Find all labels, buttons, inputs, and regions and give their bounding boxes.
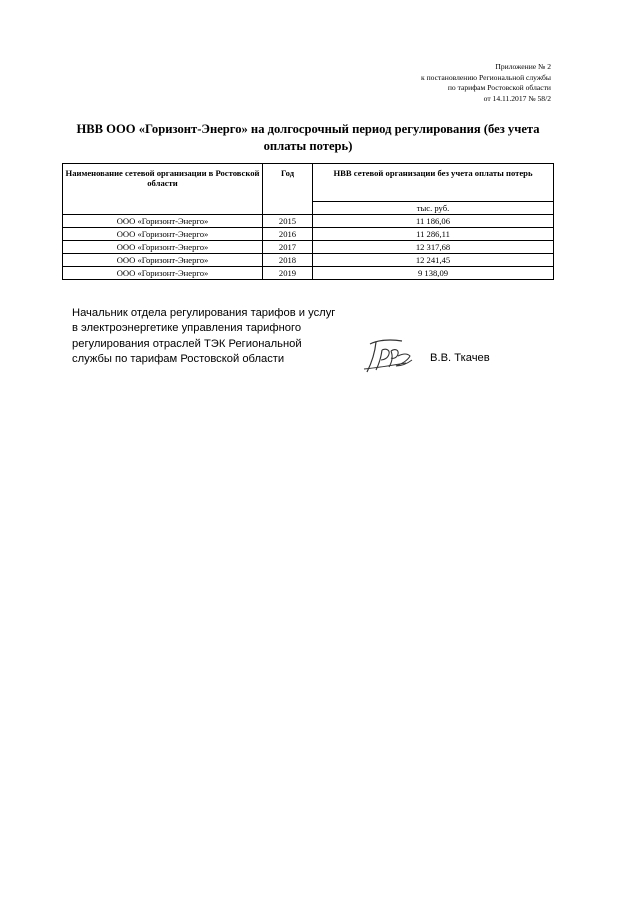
value-cell: 11 186,06	[313, 215, 554, 228]
position-line: регулирования отраслей ТЭК Региональной	[72, 337, 302, 350]
signer-name: В.В. Ткачев	[430, 352, 490, 364]
position-line: Начальник отдела регулирования тарифов и услуг	[72, 307, 336, 319]
year-cell: 2018	[263, 254, 313, 267]
table-row	[63, 267, 554, 280]
table-row	[63, 215, 554, 228]
header-year: Год	[263, 164, 313, 215]
organization-cell: ООО «Горизонт-Энерго»	[63, 215, 263, 228]
header-organization: Наименование сетевой организации в Ростовской области	[63, 164, 263, 215]
value-cell: 11 286,11	[313, 228, 554, 241]
table-header-row	[63, 164, 554, 202]
year-cell: 2017	[263, 241, 313, 254]
table-row	[63, 228, 554, 241]
signatory-position	[72, 306, 372, 368]
year-cell: 2016	[263, 228, 313, 241]
organization-cell: ООО «Горизонт-Энерго»	[63, 267, 263, 280]
appendix-line: Приложение № 2	[495, 62, 551, 71]
organization-cell: ООО «Горизонт-Энерго»	[63, 241, 263, 254]
table-row	[63, 241, 554, 254]
unit-cell: тыс. руб.	[313, 202, 554, 215]
table-row	[63, 254, 554, 267]
handwritten-signature	[362, 336, 416, 376]
document-title: НВВ ООО «Горизонт-Энерго» на долгосрочный период регулирования (без учета оплаты потерь)	[76, 122, 540, 153]
appendix-reference	[311, 62, 551, 104]
appendix-line: к постановлению Региональной службы	[420, 72, 551, 82]
year-cell: 2015	[263, 215, 313, 228]
value-cell: 12 317,68	[313, 241, 554, 254]
position-line: службы по тарифам Ростовской области	[72, 353, 285, 366]
organization-cell: ООО «Горизонт-Энерго»	[63, 228, 263, 241]
appendix-line: от 14.11.2017 № 58/2	[483, 93, 551, 103]
appendix-line: по тарифам Ростовской области	[447, 83, 551, 93]
header-nvv: НВВ сетевой организации без учета оплаты потерь	[313, 164, 554, 202]
nvv-table	[62, 163, 554, 280]
organization-cell: ООО «Горизонт-Энерго»	[63, 254, 263, 267]
value-cell: 9 138,09	[313, 267, 554, 280]
value-cell: 12 241,45	[313, 254, 554, 267]
position-line: в электроэнергетике управления тарифного	[72, 322, 302, 335]
year-cell: 2019	[263, 267, 313, 280]
